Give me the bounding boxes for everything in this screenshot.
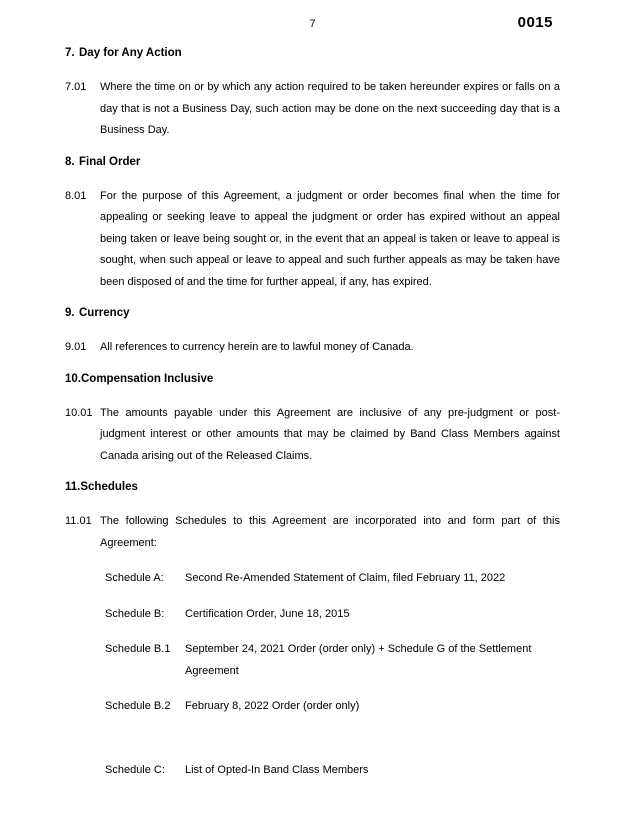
section-schedules — [65, 480, 560, 554]
section-compensation-inclusive — [65, 372, 560, 468]
section-heading — [65, 46, 560, 60]
schedule-label: Schedule A: — [105, 572, 164, 584]
schedule-row-b — [105, 604, 560, 626]
clause-text: All references to currency herein are to lawful money of Canada. — [100, 341, 414, 353]
page-number: 7 — [309, 18, 316, 30]
clause — [65, 403, 560, 468]
schedule-list — [105, 568, 560, 781]
schedule-description: February 8, 2022 Order (order only) — [185, 700, 360, 712]
clause-number: 11.01 — [65, 515, 92, 527]
document-page — [0, 14, 624, 825]
section-title: Compensation Inclusive — [81, 372, 214, 385]
clause — [65, 77, 560, 142]
section-title: Currency — [79, 307, 130, 319]
section-number: 8. — [65, 155, 75, 168]
clause-number: 8.01 — [65, 189, 87, 202]
clause — [65, 186, 560, 294]
clause-text: For the purpose of this Agreement, a judgment or order becomes final when the time for appealing or seeking leave to appeal the judgment or order has expired without an appeal being taken or leave being sought or, in the event that an appeal is taken or leave to appeal is sought, when such appeal or leave to appeal and such further appeals as may be taken have been disposed of and the time for further appeal, if any, has expired. — [100, 189, 560, 288]
section-number: 7. — [65, 47, 75, 59]
section-number: 9. — [65, 307, 75, 319]
bates-stamp: 0015 — [517, 14, 553, 31]
schedule-label: Schedule B.2 — [105, 700, 171, 712]
schedule-row-a — [105, 568, 560, 590]
clause-text: Where the time on or by which any action required to be taken hereunder expires or falls on a day that is not a Business Day, such action may be done on the next succeeding day that is a Business Day. — [100, 81, 560, 136]
schedule-label: Schedule C: — [105, 763, 165, 776]
clause-number: 7.01 — [65, 81, 87, 93]
section-heading — [65, 372, 560, 386]
section-title: Day for Any Action — [79, 47, 182, 59]
schedule-label: Schedule B: — [105, 607, 165, 620]
clause-number: 10.01 — [65, 406, 93, 419]
schedule-description: Second Re-Amended Statement of Claim, filed February 11, 2022 — [185, 572, 506, 584]
section-number: 10. — [65, 372, 81, 385]
section-heading — [65, 155, 560, 169]
clause-number: 9.01 — [65, 341, 87, 353]
clause-text: The amounts payable under this Agreement are inclusive of any pre-judgment or post-judgment interest or other amounts that may be claimed by Band Class Members against Canada arising out of the Released Claims. — [100, 406, 560, 462]
section-title: Final Order — [79, 155, 141, 168]
section-heading — [65, 480, 560, 494]
schedule-description: September 24, 2021 Order (order only) + Schedule G of the Settlement Agreement — [185, 643, 532, 677]
section-heading — [65, 306, 560, 320]
clause — [65, 511, 560, 554]
section-number: 11. — [65, 481, 81, 493]
schedule-description: List of Opted-In Band Class Members — [185, 763, 369, 776]
schedule-description: Certification Order, June 18, 2015 — [185, 607, 350, 620]
clause-text: The following Schedules to this Agreement are incorporated into and form part of this Agreement: — [100, 515, 560, 549]
section-final-order — [65, 155, 560, 294]
section-currency — [65, 306, 560, 359]
section-title: Schedules — [80, 481, 138, 493]
clause — [65, 337, 560, 359]
section-day-for-any-action — [65, 46, 560, 142]
schedule-row-b2 — [105, 696, 560, 718]
page-header — [65, 14, 560, 33]
schedule-row-b1 — [105, 639, 560, 682]
schedule-label: Schedule B.1 — [105, 643, 171, 655]
schedule-row-c — [105, 760, 560, 782]
